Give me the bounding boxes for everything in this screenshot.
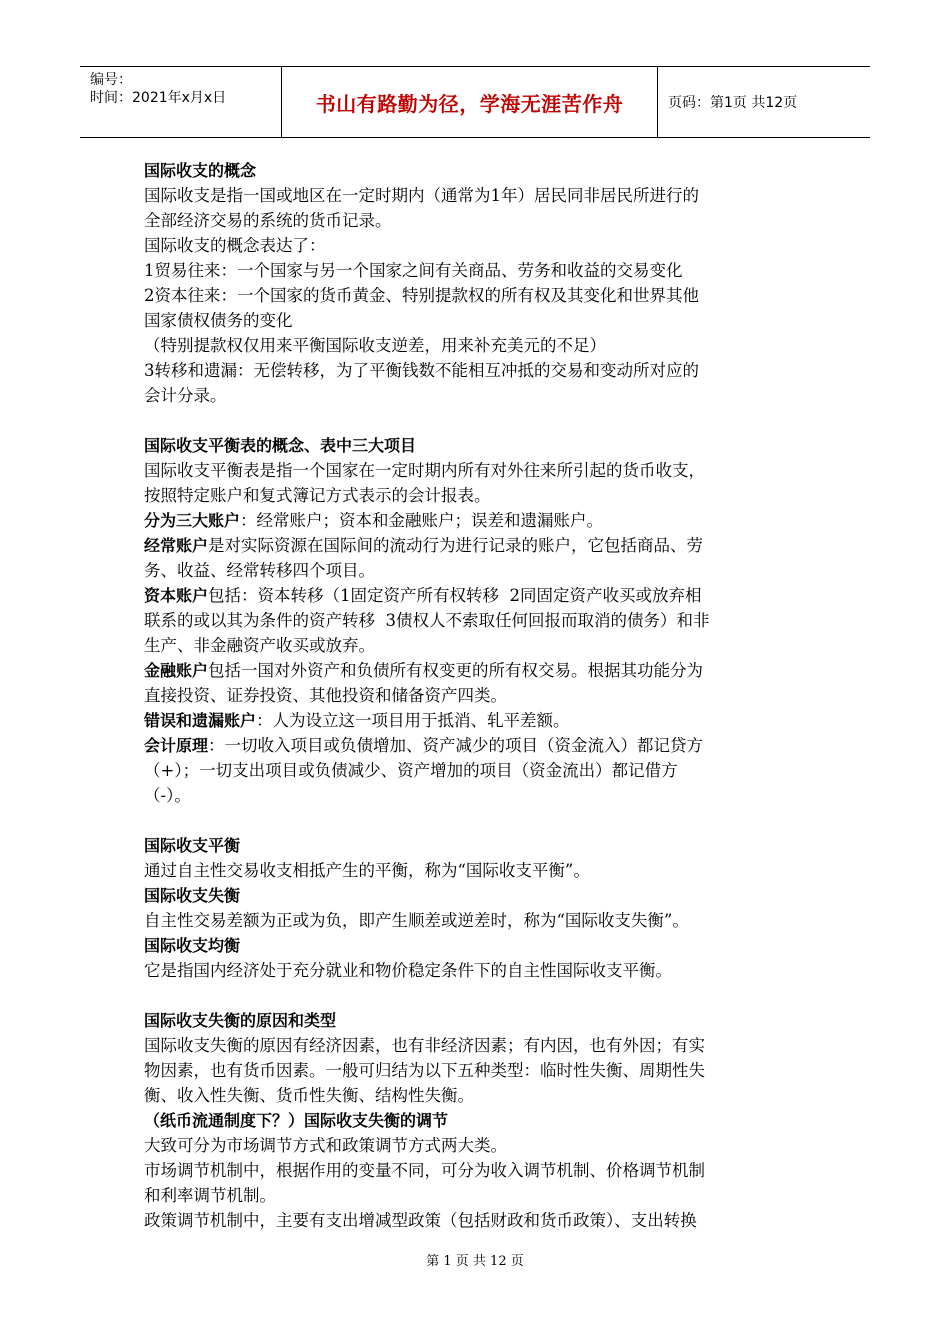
paragraph-line: 国际收支失衡的原因有经济因素，也有非经济因素；有内因，也有外因；有实	[144, 1036, 705, 1055]
paragraph-line: 全部经济交易的系统的货币记录。	[144, 211, 392, 230]
paragraph-line: 衡、收入性失衡、货币性失衡、结构性失衡。	[144, 1086, 474, 1105]
paragraph-line: 国际收支是指一国或地区在一定时期内（通常为1年）居民同非居民所进行的	[144, 186, 699, 205]
paragraph-line: （+）；一切支出项目或负债减少、资产增加的项目（资金流出）都记借方	[144, 761, 678, 780]
header-page-info: 页码：第1页 共12页	[668, 95, 798, 111]
paragraph-line: 政策调节机制中，主要有支出增减型政策（包括财政和货币政策）、支出转换	[144, 1211, 697, 1230]
term-text: 是对实际资源在国际间的流动行为进行记录的账户，它包括商品、劳	[208, 536, 704, 555]
term-bold: 分为三大账户	[144, 511, 241, 530]
term-bold: 错误和遗漏账户	[144, 711, 257, 730]
term-text: ：经常账户；资本和金融账户；误差和遗漏账户。	[240, 511, 604, 530]
paragraph-line	[144, 658, 812, 683]
paragraph-line: 国际收支平衡表是指一个国家在一定时期内所有对外往来所引起的货币收支，	[144, 461, 705, 480]
section-title: 国际收支的概念	[144, 161, 257, 180]
term-bold: 会计原理	[144, 736, 209, 755]
paragraph-line	[144, 708, 812, 733]
paragraph-line: 按照特定账户和复式簿记方式表示的会计报表。	[144, 486, 491, 505]
paragraph-line: 大致可分为市场调节方式和政策调节方式两大类。	[144, 1136, 507, 1155]
term-bold: 经常账户	[144, 536, 209, 555]
term-text: ：人为设立这一项目用于抵消、轧平差额。	[256, 711, 570, 730]
paragraph-line: 通过自主性交易收支相抵产生的平衡，称为“国际收支平衡”。	[144, 861, 590, 880]
section-title: 国际收支失衡的原因和类型	[144, 1011, 337, 1030]
paragraph-line: 它是指国内经济处于充分就业和物价稳定条件下的自主性国际收支平衡。	[144, 961, 672, 980]
paragraph-line: 国家债权债务的变化	[144, 311, 293, 330]
term-bold: 资本账户	[144, 586, 209, 605]
paragraph-line: 市场调节机制中，根据作用的变量不同，可分为收入调节机制、价格调节机制	[144, 1161, 705, 1180]
paragraph-line: 生产、非金融资产收买或放弃。	[144, 636, 375, 655]
paragraph-line: 联系的或以其为条件的资产转移 3债权人不索取任何回报而取消的债务）和非	[144, 611, 710, 630]
paragraph-line: 务、收益、经常转移四个项目。	[144, 561, 375, 580]
paragraph-line: 3转移和遗漏：无偿转移，为了平衡钱数不能相互冲抵的交易和变动所对应的	[144, 361, 699, 380]
spacer	[144, 408, 812, 433]
paragraph-line: 2资本往来：一个国家的货币黄金、特别提款权的所有权及其变化和世界其他	[144, 286, 699, 305]
paragraph-line: 物因素，也有货币因素。一般可归结为以下五种类型：临时性失衡、周期性失	[144, 1061, 705, 1080]
paragraph-line	[144, 733, 812, 758]
paragraph-line: 直接投资、证券投资、其他投资和储备资产四类。	[144, 686, 507, 705]
section-title: 国际收支平衡表的概念、表中三大项目	[144, 436, 417, 455]
section-title: 国际收支失衡	[144, 886, 241, 905]
paragraph-line: 会计分录。	[144, 386, 227, 405]
doc-time-label: 时间：2021年x月x日	[90, 90, 227, 106]
header-motto: 书山有路勤为径，学海无涯苦作舟	[282, 67, 658, 137]
section-title: 国际收支均衡	[144, 936, 241, 955]
paragraph-line: 国际收支的概念表达了：	[144, 236, 326, 255]
paragraph-line: （特别提款权仅用来平衡国际收支逆差，用来补充美元的不足）	[144, 336, 606, 355]
spacer	[144, 808, 812, 833]
term-text: 包括：资本转移（1固定资产所有权转移 2同固定资产收买或放弃相	[208, 586, 702, 605]
term-text: ：一切收入项目或负债增加、资产减少的项目（资金流入）都记贷方	[208, 736, 704, 755]
paragraph-line: 和利率调节机制。	[144, 1186, 276, 1205]
spacer	[144, 983, 812, 1008]
paragraph-line: 1贸易往来：一个国家与另一个国家之间有关商品、劳务和收益的交易变化	[144, 261, 683, 280]
paragraph-line	[144, 508, 812, 533]
page-footer: 第 1 页 共 12 页	[426, 1254, 524, 1269]
section-title: 国际收支平衡	[144, 836, 241, 855]
header-meta	[80, 67, 282, 137]
paragraph-line	[144, 533, 812, 558]
term-bold: 金融账户	[144, 661, 209, 680]
document-body	[144, 158, 812, 1233]
paragraph-line: 自主性交易差额为正或为负，即产生顺差或逆差时，称为“国际收支失衡”。	[144, 911, 689, 930]
section-title: （纸币流通制度下？）国际收支失衡的调节	[144, 1111, 449, 1130]
doc-number-label: 编号：	[90, 72, 132, 88]
page-header	[80, 66, 870, 138]
paragraph-line: （-）。	[144, 786, 191, 805]
term-text: 包括一国对外资产和负债所有权变更的所有权交易。根据其功能分为	[208, 661, 704, 680]
paragraph-line	[144, 583, 812, 608]
